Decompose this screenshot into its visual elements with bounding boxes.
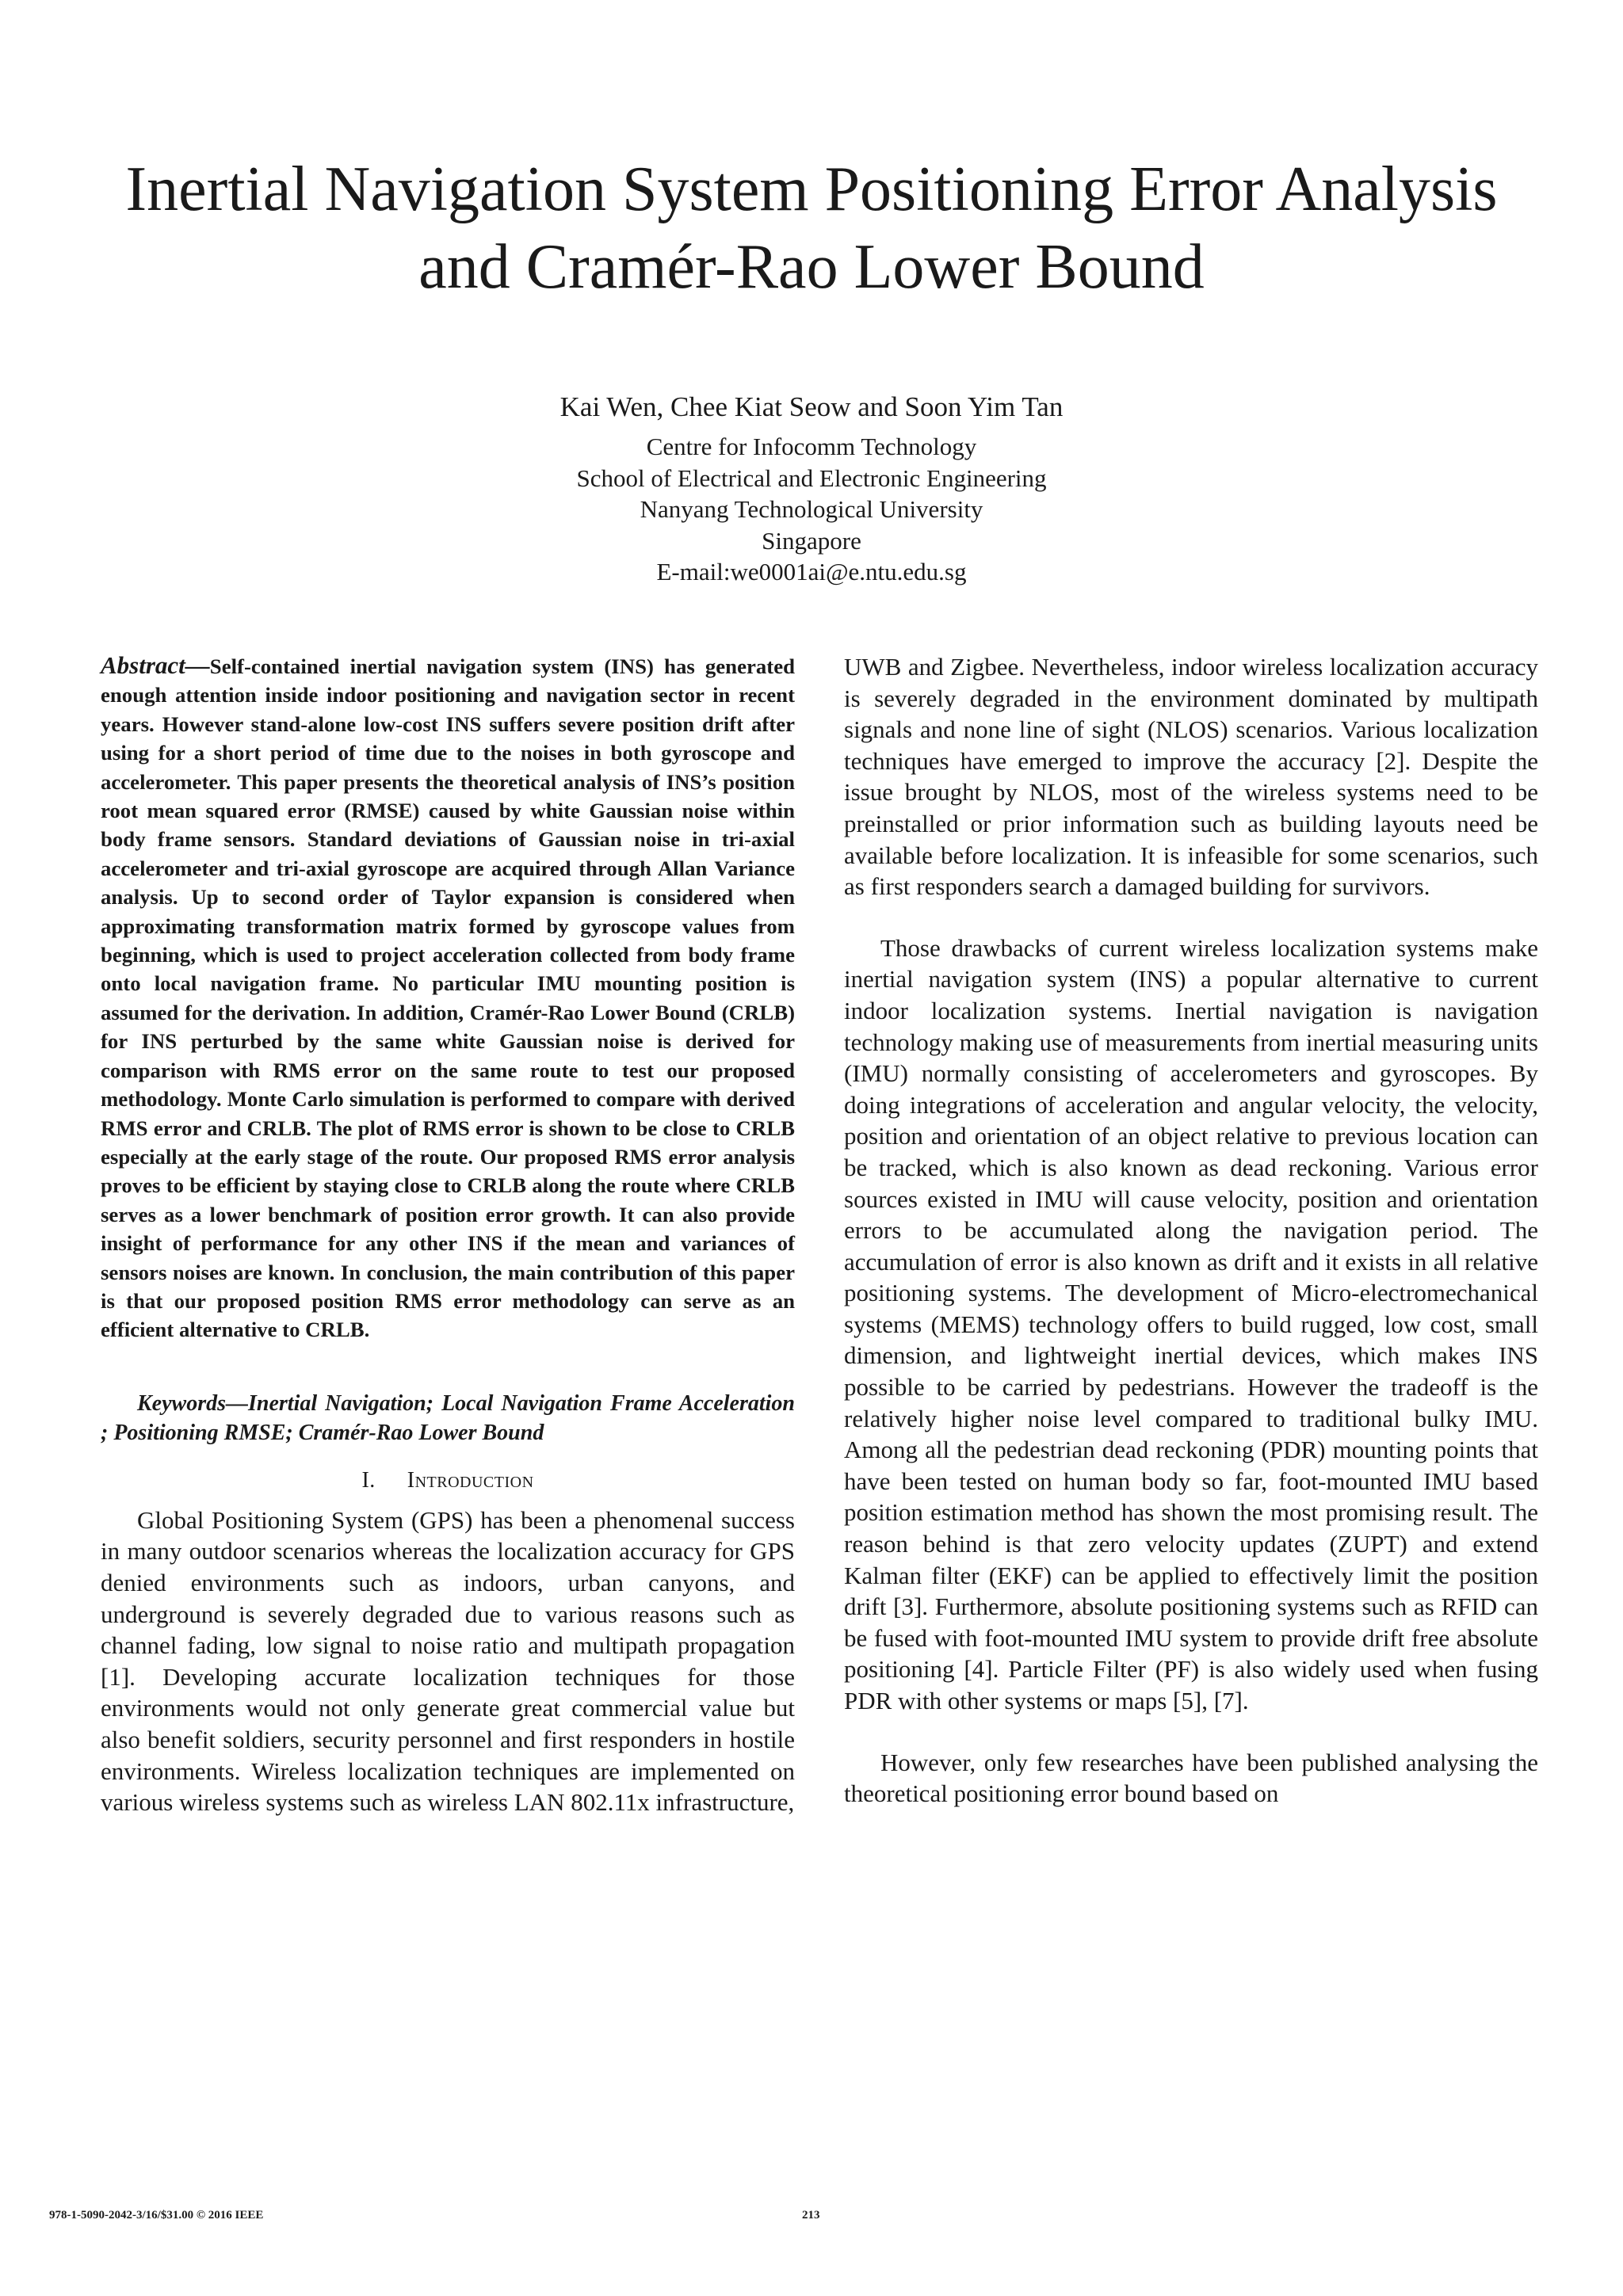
affiliation-university: Nanyang Technological University — [640, 495, 983, 523]
title-line-1: Inertial Navigation System Positioning Error Analysis — [125, 154, 1498, 224]
abstract-text: Self-contained inertial navigation system (INS) has generated enough attention inside indoor positioning and navigation sector in recent years. However stand-alone low-cost INS suffers severe position drift after using for a short period of time due to the noises in both gyroscope and accelerometer. This paper presents the theoretical analysis of INS’s position root mean squared error (RMSE) caused by white Gaussian noise within body frame sensors. Standard deviations of Gaussian noise in tri-axial accelerometer and tri-axial gyroscope are acquired through Allan Variance analysis. Up to second order of Taylor expansion is considered when approximating transformation matrix formed by gyroscope values from beginning, which is used to project acceleration collected from body frame onto local navigation frame. No particular IMU mounting position is assumed for the derivation. In addition, Cramér-Rao Lower Bound (CRLB) for INS perturbed by the same white Gaussian noise is derived for comparison with RMS error on the same route to test our proposed methodology. Monte Carlo simulation is performed to compare with derived RMS error and CRLB. The plot of RMS error is shown to be close to CRLB especially at the early stage of the route. Our proposed RMS error analysis proves to be efficient by staying close to CRLB along the route where CRLB serves as a lower benchmark of position error growth. It can also provide insight of performance for any other INS if the mean and variances of sensors noises are known. In conclusion, the main contribution of this paper is that our proposed position RMS error methodology can serve as an efficient alternative to CRLB. — [101, 654, 795, 1342]
left-column — [101, 651, 795, 1818]
author-email: E-mail:we0001ai@e.ntu.edu.sg — [656, 558, 967, 585]
intro-paragraph-4: However, only few researches have been published analysing the theoretical positioning error bound based on — [844, 1748, 1538, 1808]
affiliation-block — [79, 431, 1544, 588]
section-title: Introduction — [407, 1467, 534, 1493]
page-number: 213 — [802, 2209, 820, 2222]
intro-paragraph-2: UWB and Zigbee. Nevertheless, indoor wireless localization accuracy is severely degraded in the environment dominated by multipath signals and none line of sight (NLOS) scenarios. Various localization techniques have emerged to improve the accuracy [2]. Despite the issue brought by NLOS, most of the wireless systems need to be preinstalled or prior information such as building layouts need be available before localization. It is infeasible for some scenarios, such as first responders search a damaged building for survivors. — [844, 653, 1538, 901]
section-heading-introduction — [101, 1465, 795, 1497]
abstract-label: Abstract— — [101, 651, 210, 679]
keywords: Keywords—Inertial Navigation; Local Navigation Frame Acceleration ; Positioning RMSE; Cramér-Rao Lower Bound — [101, 1390, 795, 1445]
affiliation-school: School of Electrical and Electronic Engineering — [576, 463, 1047, 492]
affiliation-country: Singapore — [762, 526, 861, 555]
title-line-2: and Cramér-Rao Lower Bound — [418, 232, 1205, 302]
author-list: Kai Wen, Chee Kiat Seow and Soon Yim Tan — [559, 391, 1064, 422]
paper-title — [79, 151, 1544, 306]
intro-paragraph-3: Those drawbacks of current wireless localization systems make inertial navigation system (INS) a popular alternative to current indoor localization systems. Inertial navigation is navigation technology making use of measurements from inertial measuring units (IMU) normally consisting of accelerometers and gyroscopes. By doing integrations of acceleration and angular velocity, the velocity, position and orientation of an object relative to previous location can be tracked, which is also known as dead reckoning. Various error sources existed in IMU will cause velocity, position and orientation errors to be accumulated along the navigation period. The accumulation of error is also known as drift and it exists in all relative positioning systems. The development of Micro-electromechanical systems (MEMS) technology offers to build rugged, low cost, small dimension, and lightweight inertial devices, which makes INS possible to be carried by pedestrians. However the tradeoff is the relatively higher noise level compared to traditional bulky IMU. Among all the pedestrian dead reckoning (PDR) mounting points that have been tested on human body so far, foot-mounted IMU based position estimation method has shown the most promising result. The reason behind is that zero velocity updates (ZUPT) and extend Kalman filter (EKF) can be applied to effectively limit the position drift [3]. Furthermore, absolute positioning systems such as RFID can be fused with foot-mounted IMU system to provide drift free absolute positioning [4]. Particle Filter (PF) is also widely used when fusing PDR with other systems or maps [5], [7]. — [844, 933, 1538, 1714]
intro-paragraph-1: Global Positioning System (GPS) has been a phenomenal success in many outdoor scenarios whereas the localization accuracy for GPS denied environments such as indoors, urban canyons, and underground is severely degraded due to various reasons such as channel fading, low signal to noise ratio and multipath propagation [1]. Developing accurate localization techniques for those environments would not only generate great commercial value but also benefit soldiers, security personnel and first responders in hostile environments. Wireless localization techniques are implemented on various wireless systems such as wireless LAN 802.11x infrastructure, — [101, 1505, 795, 1817]
abstract — [101, 651, 795, 1344]
copyright-notice: 978-1-5090-2042-3/16/$31.00 © 2016 IEEE — [49, 2209, 264, 2222]
section-number: I. — [361, 1467, 376, 1493]
affiliation-centre: Centre for Infocomm Technology — [646, 433, 977, 460]
right-column — [844, 651, 1538, 1810]
